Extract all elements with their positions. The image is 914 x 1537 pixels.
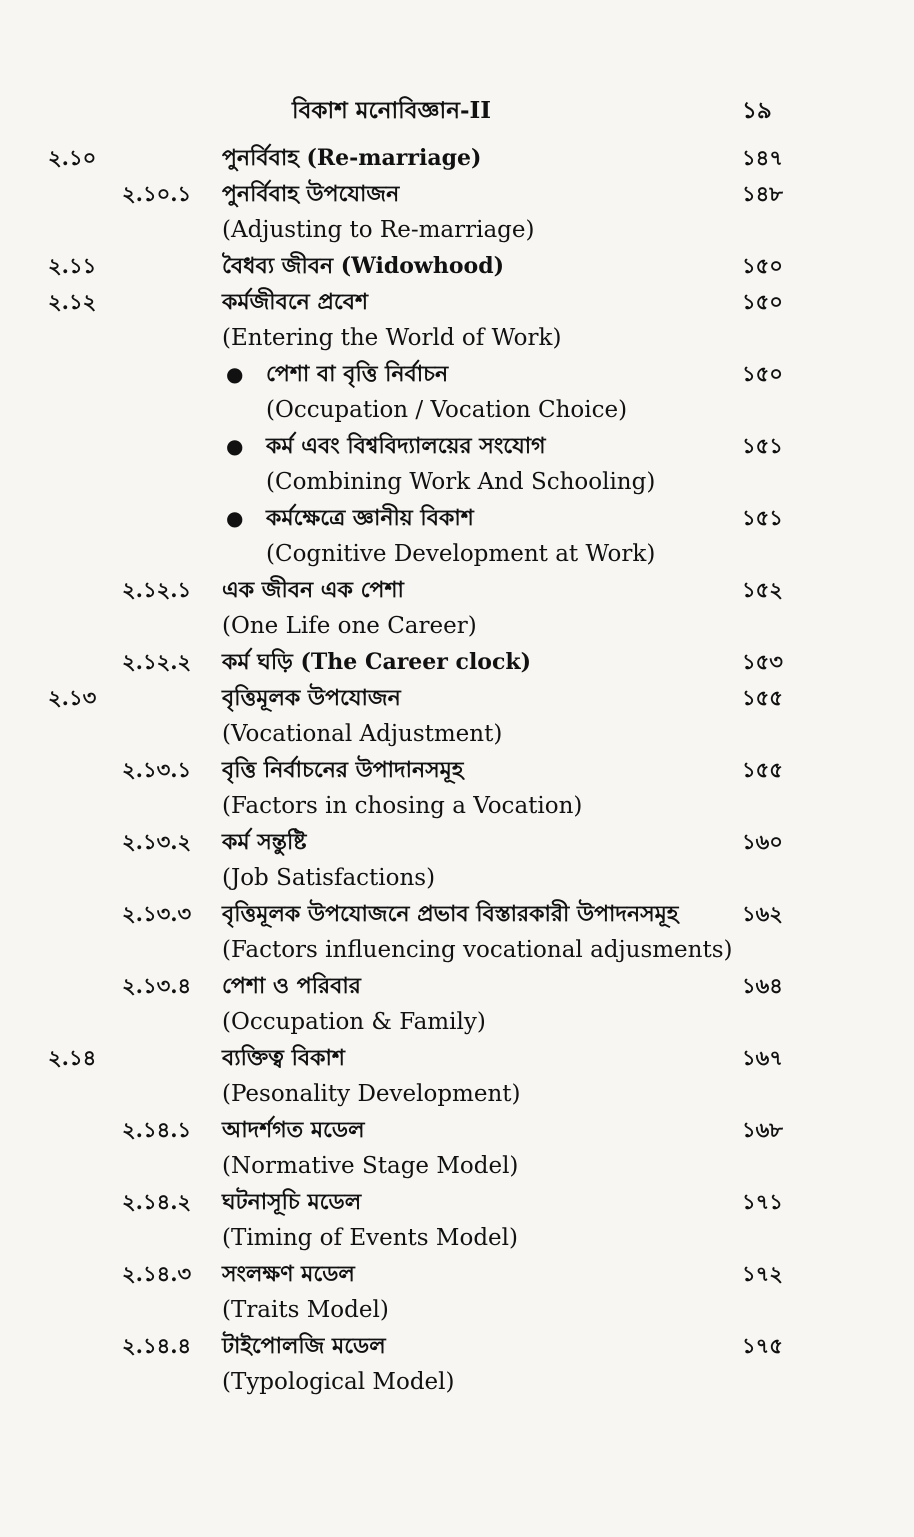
toc-entry-line (0, 500, 914, 536)
toc-page-number: ১৬৪ (742, 973, 783, 998)
section-title-english: (Pesonality Development) (222, 1081, 521, 1107)
section-title-english: (Occupation / Vocation Choice) (266, 397, 628, 423)
toc-entry (0, 356, 914, 428)
toc-entry-line (0, 1040, 914, 1076)
toc-page-number: ১৫০ (742, 289, 783, 314)
section-title-bengali: বৃত্তিমূলক উপযোজনে প্রভাব বিস্তারকারী উপাদনসমূহ (222, 901, 679, 927)
toc-page-number: ১৫১ (742, 433, 783, 458)
section-number: ২.১৩.১ (122, 757, 192, 782)
toc-entry (0, 140, 914, 176)
section-number: ২.১৩.২ (122, 829, 192, 854)
section-title-english: (Job Satisfactions) (222, 865, 436, 891)
section-number: ২.১০ (48, 145, 97, 170)
section-number: ২.১৪.৩ (122, 1261, 192, 1286)
section-number: ২.১৩.৪ (122, 973, 192, 998)
section-number: ২.১২.২ (122, 649, 192, 674)
section-title-bengali: এক জীবন এক পেশা (222, 577, 404, 603)
toc-entry (0, 176, 914, 248)
section-title-bengali: আদর্শগত মডেল (222, 1117, 365, 1143)
toc-entry (0, 1112, 914, 1184)
toc-entry (0, 1040, 914, 1112)
section-title-bengali: পুনর্বিবাহ (Re-marriage) (222, 145, 482, 171)
toc-page-number: ১৫০ (742, 253, 783, 278)
section-title-english: (Typological Model) (222, 1369, 455, 1395)
bullet-icon: ● (226, 434, 244, 458)
section-title-english: (Occupation & Family) (222, 1009, 486, 1035)
toc-entry (0, 896, 914, 968)
section-number: ২.১১ (48, 253, 97, 278)
section-number: ২.১২ (48, 289, 97, 314)
section-title-bengali: বৈধব্য জীবন (Widowhood) (222, 253, 504, 279)
toc-entry-line (0, 1256, 914, 1292)
section-title-english: (Entering the World of Work) (222, 325, 562, 351)
toc-entry (0, 644, 914, 680)
toc-entry-line (0, 824, 914, 860)
toc-entry-line (0, 968, 914, 1004)
section-title-english: (Factors influencing vocational adjusments) (222, 937, 733, 963)
toc-entry-line (0, 176, 914, 212)
section-title-english: (Normative Stage Model) (222, 1153, 519, 1179)
toc-entry-line (0, 1328, 914, 1364)
toc-entry-subtitle-line (0, 464, 914, 500)
toc-entry-line (0, 248, 914, 284)
section-title-english: (Timing of Events Model) (222, 1225, 518, 1251)
toc-entry (0, 248, 914, 284)
toc-page-number: ১৭২ (742, 1261, 783, 1286)
section-title-bengali: পেশা বা বৃত্তি নির্বাচন (266, 361, 449, 387)
section-title-bengali: কর্ম ঘড়ি (The Career clock) (222, 649, 532, 675)
toc-entry-subtitle-line (0, 788, 914, 824)
toc-entry-subtitle-line (0, 932, 914, 968)
toc-page-number: ১৬০ (742, 829, 783, 854)
toc-page-number: ১৬২ (742, 901, 783, 926)
bullet-icon: ● (226, 506, 244, 530)
toc-entry-line (0, 356, 914, 392)
section-number: ২.১৪.২ (122, 1189, 192, 1214)
toc-entry-subtitle-line (0, 860, 914, 896)
toc-entry-subtitle-line (0, 212, 914, 248)
toc-entry (0, 500, 914, 572)
toc-entry (0, 824, 914, 896)
section-number: ২.১৩ (48, 685, 97, 710)
section-number: ২.১৩.৩ (122, 901, 192, 926)
toc-entry (0, 572, 914, 644)
section-title-english: (Combining Work And Schooling) (266, 469, 656, 495)
toc-entry-line (0, 680, 914, 716)
section-title-english: (Vocational Adjustment) (222, 721, 503, 747)
toc-entry-subtitle-line (0, 1220, 914, 1256)
section-title-bengali: কর্মজীবনে প্রবেশ (222, 289, 368, 315)
toc-page-number: ১৭৫ (742, 1333, 783, 1358)
toc-entry (0, 428, 914, 500)
toc-page-number: ১৪৮ (742, 181, 783, 206)
toc-page-number: ১৫২ (742, 577, 783, 602)
toc-entry-subtitle-line (0, 392, 914, 428)
section-number: ২.১০.১ (122, 181, 192, 206)
toc-page-number: ১৫৩ (742, 649, 783, 674)
toc-entry-subtitle-line (0, 1148, 914, 1184)
toc-page-number: ১৭১ (742, 1189, 783, 1214)
toc-page-number: ১৫৫ (742, 757, 783, 782)
toc-page-number: ১৫১ (742, 505, 783, 530)
toc-entry-line (0, 896, 914, 932)
section-title-english: (Adjusting to Re-marriage) (222, 217, 535, 243)
section-title-bengali: পেশা ও পরিবার (222, 973, 361, 999)
section-title-bengali: কর্ম এবং বিশ্ববিদ্যালয়ের সংযোগ (266, 433, 546, 459)
section-title-bengali: বৃত্তিমূলক উপযোজন (222, 685, 401, 711)
toc-entry (0, 680, 914, 752)
section-title-bengali: কর্ম সন্তুষ্টি (222, 829, 307, 855)
toc-entry-line (0, 428, 914, 464)
toc-entry-subtitle-line (0, 320, 914, 356)
toc-entry-line (0, 752, 914, 788)
toc-entry-subtitle-line (0, 608, 914, 644)
section-title-bengali: ব্যক্তিত্ব বিকাশ (222, 1045, 345, 1071)
table-of-contents (0, 140, 914, 1400)
section-title-bengali: সংলক্ষণ মডেল (222, 1261, 355, 1287)
toc-entry-subtitle-line (0, 716, 914, 752)
toc-entry (0, 1328, 914, 1400)
page-number: ১৯ (742, 97, 772, 124)
bullet-icon: ● (226, 362, 244, 386)
toc-page-number: ১৪৭ (742, 145, 783, 170)
toc-entry (0, 752, 914, 824)
toc-entry (0, 1256, 914, 1328)
section-title-bengali: ঘটনাসূচি মডেল (222, 1189, 362, 1215)
section-title-bengali: বৃত্তি নির্বাচনের উপাদানসমূহ (222, 757, 464, 783)
toc-entry-subtitle-line (0, 1364, 914, 1400)
toc-page-number: ১৫৫ (742, 685, 783, 710)
section-title-bengali: পুনর্বিবাহ উপযোজন (222, 181, 400, 207)
toc-entry-subtitle-line (0, 1004, 914, 1040)
toc-entry (0, 968, 914, 1040)
toc-entry-line (0, 1112, 914, 1148)
toc-entry-subtitle-line (0, 1076, 914, 1112)
section-title-english: (Cognitive Development at Work) (266, 541, 656, 567)
toc-entry (0, 1184, 914, 1256)
section-number: ২.১২.১ (122, 577, 192, 602)
toc-entry-line (0, 140, 914, 176)
toc-page-number: ১৫০ (742, 361, 783, 386)
toc-entry-line (0, 644, 914, 680)
toc-entry (0, 284, 914, 356)
section-number: ২.১৪.৪ (122, 1333, 192, 1358)
toc-entry-line (0, 1184, 914, 1220)
toc-page-number: ১৬৮ (742, 1117, 783, 1142)
section-title-bengali: টাইপোলজি মডেল (222, 1333, 386, 1359)
toc-entry-subtitle-line (0, 536, 914, 572)
toc-entry-line (0, 572, 914, 608)
running-title: বিকাশ মনোবিজ্ঞান-II (292, 97, 492, 124)
section-number: ২.১৪.১ (122, 1117, 192, 1142)
section-title-english: (Factors in chosing a Vocation) (222, 793, 583, 819)
toc-entry-line (0, 284, 914, 320)
section-title-english: (Traits Model) (222, 1297, 389, 1323)
section-number: ২.১৪ (48, 1045, 97, 1070)
section-title-bengali: কর্মক্ষেত্রে জ্ঞানীয় বিকাশ (266, 505, 474, 531)
toc-page-number: ১৬৭ (742, 1045, 783, 1070)
toc-entry-subtitle-line (0, 1292, 914, 1328)
page-header (0, 92, 914, 128)
section-title-english: (One Life one Career) (222, 613, 477, 639)
